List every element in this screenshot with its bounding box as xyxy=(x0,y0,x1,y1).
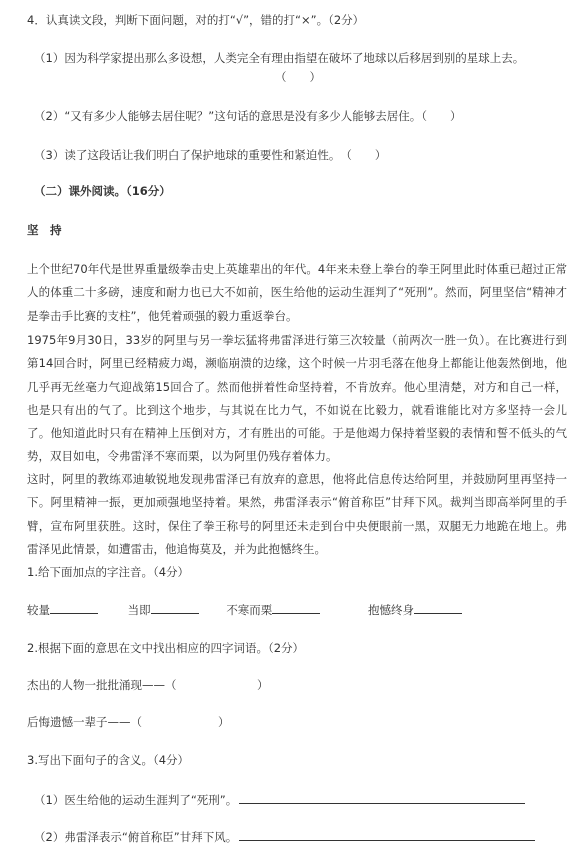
pinyin-blank-2[interactable] xyxy=(151,601,199,614)
q4-item-1: （1）因为科学家提出那么多设想，人类完全有理由指望在破坏了地球以后移居到别的星球上去。 xyxy=(34,51,525,65)
q2-item-2-close-paren[interactable]: ） xyxy=(218,715,230,729)
pinyin-row xyxy=(27,601,567,618)
passage-paragraph-2: 1975年9月30日，33岁的阿里与另一拳坛猛将弗雷泽进行第三次较量（前两次一胜一负）。在比赛进行到第14回合时，阿里已经精疲力竭，濒临崩溃的边缘，这个时候一片羽毛落在他身上都能让他轰然倒地，他几乎再无丝毫力气迎战第15回合了。然而他拼着性命坚持着，不肯放弃。他心里清楚，对方和自己一样，也是只有出的气了。比到这个地步，与其说在比力气，不如说在比毅力，就看谁能比对方多坚持一会儿了。他知道此时只有在精神上压倒对方，才有胜出的可能。于是他竭力保持着坚毅的表情和誓不低头的气势，双目如电，令弗雷泽不寒而栗，以为阿里仍残存着体力。 xyxy=(27,333,567,464)
question-4-heading: 4．认真读文段，判断下面问题，对的打“√”，错的打“×”。（2分） xyxy=(27,13,365,27)
word-dangji: 当即 xyxy=(127,603,151,617)
q2-item-1: 杰出的人物一批批涌现——（ xyxy=(27,678,177,692)
pinyin-blank-4[interactable] xyxy=(414,601,462,614)
q2-item-1-close-paren[interactable]: ） xyxy=(257,678,269,692)
passage-title: 坚 持 xyxy=(27,223,62,237)
section-title: （二）课外阅读。（16分） xyxy=(34,184,171,198)
passage-paragraph-3: 这时，阿里的教练邓迪敏锐地发现弗雷泽已有放弃的意思，他将此信息传达给阿里，并鼓励阿里再坚持一下。阿里精神一振，更加顽强地坚持着。果然，弗雷泽表示“俯首称臣”甘拜下风。裁判当即高举阿里的手臂，宣布阿里获胜。这时，保住了拳王称号的阿里还未走到台中央便眼前一黑，双腿无力地跪在地上。弗雷泽见此情景，如遭雷击，他追悔莫及，并为此抱憾终生。 xyxy=(27,472,567,556)
q3-answer-line-1[interactable] xyxy=(239,791,525,804)
word-jiaoliang: 较量 xyxy=(27,603,50,617)
question-1-heading: 1.给下面加点的字注音。（4分） xyxy=(27,565,190,579)
pinyin-blank-1[interactable] xyxy=(50,601,98,614)
q4-item-1-answer-paren[interactable]: （ ） xyxy=(275,70,321,84)
pinyin-blank-3[interactable] xyxy=(272,601,320,614)
q3-item-1-text: （1）医生给他的运动生涯判了“死刑”。 xyxy=(34,793,238,807)
q3-item-1 xyxy=(34,791,525,808)
word-buhanerli: 不寒而栗 xyxy=(226,603,273,617)
q4-item-2: （2）“又有多少人能够去居住呢？”这句话的意思是没有多少人能够去居住。（ ） xyxy=(34,109,462,123)
q3-answer-line-2[interactable] xyxy=(239,828,535,841)
passage-paragraph-1: 上个世纪70年代是世界重量级拳击史上英雄辈出的年代。4年来未登上拳台的拳王阿里此时体重已超过正常人的体重二十多磅，速度和耐力也已大不如前，医生给他的运动生涯判了“死刑”。然而，阿里坚信“精神才是拳击手比赛的支柱”，他凭着顽强的毅力重返拳台。 xyxy=(27,262,567,323)
q3-item-2 xyxy=(34,828,535,845)
word-baohanzhongshen: 抱憾终身 xyxy=(367,603,414,617)
question-2-heading: 2.根据下面的意思在文中找出相应的四字词语。（2分） xyxy=(27,641,305,655)
q2-item-2: 后悔遗憾一辈子——（ xyxy=(27,715,142,729)
question-3-heading: 3.写出下面句子的含义。（4分） xyxy=(27,753,190,767)
q4-item-3: （3）读了这段话让我们明白了保护地球的重要性和紧迫性。 （ ） xyxy=(34,148,387,162)
q3-item-2-text: （2）弗雷泽表示“俯首称臣”甘拜下风。 xyxy=(34,830,238,844)
